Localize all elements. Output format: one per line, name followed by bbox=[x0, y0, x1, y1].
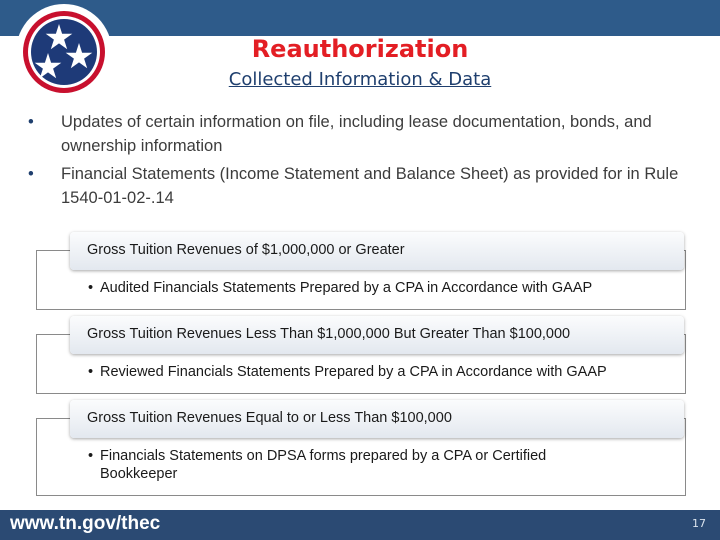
tier-detail-text: Reviewed Financials Statements Prepared by a CPA in Accordance with GAAP bbox=[100, 364, 607, 380]
tier-detail-text: Financials Statements on DPSA forms prepared by a CPA or Certified Bookkeeper bbox=[100, 448, 547, 482]
tier-header bbox=[70, 316, 684, 354]
tier-header bbox=[70, 232, 684, 270]
footer-url[interactable]: www.tn.gov/thec bbox=[10, 513, 161, 534]
bullet-item: • Updates of certain information on file, including lease documentation, bonds, and ownership information bbox=[24, 110, 694, 158]
bullet-list bbox=[24, 110, 694, 214]
tier-header-text: Gross Tuition Revenues of $1,000,000 or Greater bbox=[87, 242, 405, 258]
tier-detail bbox=[88, 279, 660, 297]
bullet-item: • Financial Statements (Income Statement and Balance Sheet) as provided for in Rule 1540-01-02-.14 bbox=[24, 162, 694, 210]
tier-detail bbox=[88, 447, 580, 483]
tier-detail bbox=[88, 363, 660, 381]
revenue-tier-2 bbox=[0, 316, 720, 400]
footer-bar bbox=[0, 510, 720, 540]
tier-header-text: Gross Tuition Revenues Equal to or Less Than $100,000 bbox=[87, 410, 452, 426]
bullet-dot: • bbox=[88, 448, 94, 464]
page-number: 17 bbox=[692, 517, 706, 530]
bullet-dot: • bbox=[88, 364, 94, 380]
revenue-tier-3 bbox=[0, 400, 720, 500]
page-subtitle: Collected Information & Data bbox=[228, 69, 492, 90]
revenue-tier-1 bbox=[0, 232, 720, 316]
tier-header-text: Gross Tuition Revenues Less Than $1,000,000 But Greater Than $100,000 bbox=[87, 326, 571, 342]
bullet-dot: • bbox=[88, 280, 94, 296]
tier-header bbox=[70, 400, 684, 438]
tier-detail-text: Audited Financials Statements Prepared by a CPA in Accordance with GAAP bbox=[100, 280, 593, 296]
page-title: Reauthorization bbox=[251, 35, 469, 63]
